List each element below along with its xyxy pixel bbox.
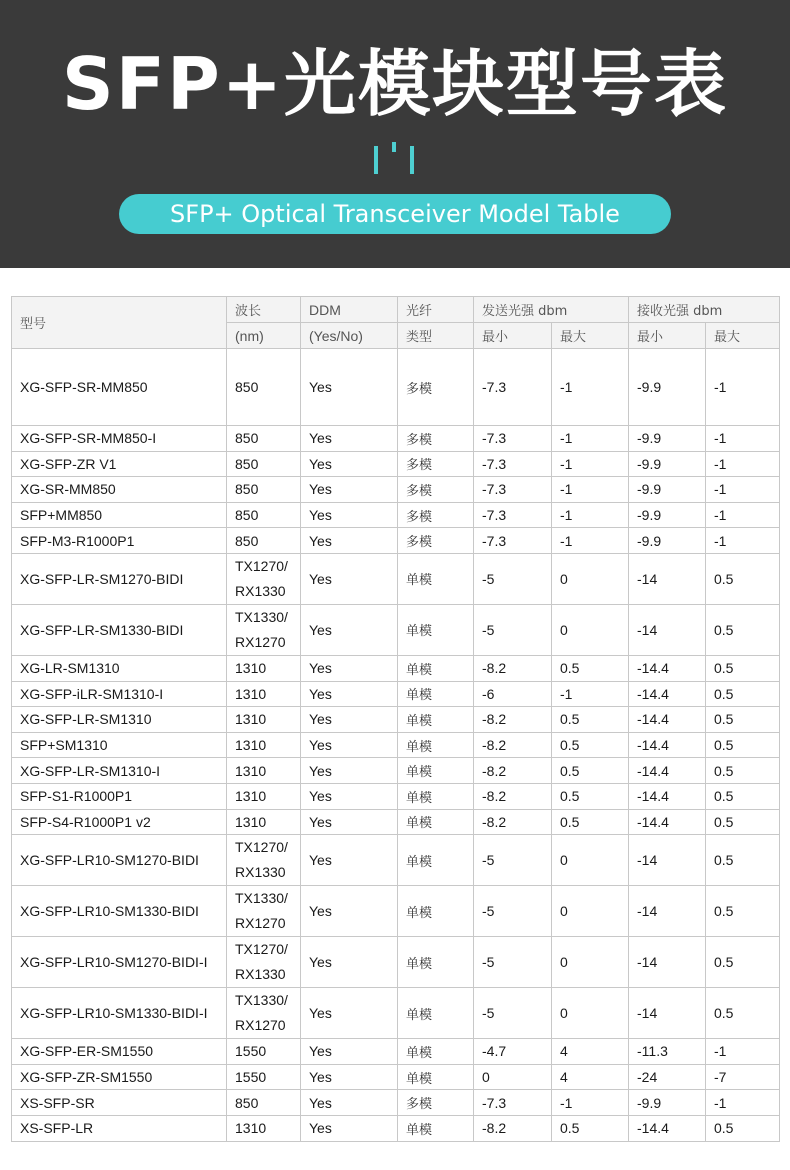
cell-model: XG-SFP-LR10-SM1270-BIDI-I: [12, 937, 227, 988]
cell-rx-max: -1: [706, 477, 780, 503]
cell-tx-min: -5: [474, 604, 552, 655]
wavelength-tx: TX1270/: [235, 557, 288, 574]
cell-tx-max: 0.5: [552, 809, 629, 835]
cell-fiber: 单模: [398, 835, 474, 886]
cell-fiber: 单模: [398, 783, 474, 809]
cell-rx-min: -24: [629, 1064, 706, 1090]
table-row: [12, 1064, 780, 1090]
cell-rx-min: -9.9: [629, 477, 706, 503]
cell-rx-min: -14.4: [629, 655, 706, 681]
cell-wavelength: 850: [227, 477, 301, 503]
table-row: [12, 349, 780, 426]
header-tx-min: 最小: [474, 323, 552, 349]
cell-ddm: Yes: [301, 681, 398, 707]
decorative-marks-icon: [372, 142, 418, 176]
cell-fiber: 单模: [398, 655, 474, 681]
wavelength-rx: RX1270: [235, 633, 286, 650]
cell-rx-min: -14: [629, 553, 706, 604]
table-row: [12, 1039, 780, 1065]
cell-ddm: Yes: [301, 1039, 398, 1065]
cell-rx-max: 0.5: [706, 988, 780, 1039]
cell-rx-min: -14: [629, 886, 706, 937]
cell-model: XG-SR-MM850: [12, 477, 227, 503]
table-row: [12, 655, 780, 681]
header-rx-power: 接收光强 dbm: [629, 297, 780, 323]
cell-model: SFP+MM850: [12, 502, 227, 528]
cell-model: SFP+SM1310: [12, 732, 227, 758]
cell-wavelength: [227, 886, 301, 937]
cell-rx-min: -11.3: [629, 1039, 706, 1065]
header-banner: [0, 0, 790, 268]
cell-fiber: 多模: [398, 502, 474, 528]
wavelength-rx: RX1270: [235, 1017, 286, 1034]
cell-ddm: Yes: [301, 732, 398, 758]
cell-rx-max: -1: [706, 451, 780, 477]
cell-tx-max: 0: [552, 937, 629, 988]
cell-model: XG-SFP-SR-MM850: [12, 349, 227, 426]
wavelength-tx: TX1330/: [235, 992, 288, 1009]
cell-wavelength: 1310: [227, 758, 301, 784]
cell-wavelength: 850: [227, 426, 301, 452]
cell-fiber: 多模: [398, 426, 474, 452]
header-rx-min: 最小: [629, 323, 706, 349]
table-row: [12, 681, 780, 707]
cell-ddm: Yes: [301, 349, 398, 426]
cell-fiber: 单模: [398, 553, 474, 604]
cell-tx-min: -7.3: [474, 1090, 552, 1116]
cell-tx-max: 0.5: [552, 1115, 629, 1141]
cell-wavelength: 1310: [227, 783, 301, 809]
cell-ddm: Yes: [301, 988, 398, 1039]
cell-rx-min: -14.4: [629, 1115, 706, 1141]
cell-rx-min: -14: [629, 937, 706, 988]
cell-wavelength: [227, 553, 301, 604]
cell-rx-min: -9.9: [629, 349, 706, 426]
cell-rx-max: -1: [706, 426, 780, 452]
cell-tx-max: -1: [552, 349, 629, 426]
cell-tx-min: -5: [474, 553, 552, 604]
cell-tx-min: -7.3: [474, 477, 552, 503]
table-body: [12, 349, 780, 1142]
cell-tx-max: -1: [552, 451, 629, 477]
cell-rx-min: -14.4: [629, 758, 706, 784]
cell-model: XG-SFP-LR-SM1310: [12, 707, 227, 733]
table-row: [12, 1090, 780, 1116]
cell-tx-min: -8.2: [474, 809, 552, 835]
cell-fiber: 单模: [398, 988, 474, 1039]
cell-tx-min: -5: [474, 886, 552, 937]
cell-wavelength: 1550: [227, 1039, 301, 1065]
cell-rx-min: -14.4: [629, 809, 706, 835]
cell-rx-max: 0.5: [706, 681, 780, 707]
cell-ddm: Yes: [301, 1064, 398, 1090]
cell-ddm: Yes: [301, 707, 398, 733]
cell-model: XG-SFP-iLR-SM1310-I: [12, 681, 227, 707]
cell-rx-max: 0.5: [706, 809, 780, 835]
cell-tx-max: -1: [552, 426, 629, 452]
table-row: [12, 707, 780, 733]
wavelength-tx: TX1270/: [235, 839, 288, 856]
wavelength-tx: TX1330/: [235, 890, 288, 907]
cell-rx-max: 0.5: [706, 655, 780, 681]
cell-rx-max: -1: [706, 349, 780, 426]
cell-tx-min: -8.2: [474, 783, 552, 809]
cell-wavelength: 1310: [227, 809, 301, 835]
cell-model: SFP-S1-R1000P1: [12, 783, 227, 809]
cell-rx-max: 0.5: [706, 758, 780, 784]
cell-tx-max: 4: [552, 1064, 629, 1090]
table-row: [12, 553, 780, 604]
cell-model: XG-SFP-ER-SM1550: [12, 1039, 227, 1065]
table-row: [12, 835, 780, 886]
cell-rx-min: -9.9: [629, 528, 706, 554]
cell-rx-max: 0.5: [706, 783, 780, 809]
cell-ddm: Yes: [301, 528, 398, 554]
cell-ddm: Yes: [301, 783, 398, 809]
cell-tx-max: 0: [552, 604, 629, 655]
cell-model: XG-SFP-LR-SM1270-BIDI: [12, 553, 227, 604]
cell-model: XG-SFP-ZR-SM1550: [12, 1064, 227, 1090]
cell-wavelength: 850: [227, 349, 301, 426]
cell-ddm: Yes: [301, 426, 398, 452]
header-model: 型号: [12, 297, 227, 349]
cell-rx-min: -14.4: [629, 783, 706, 809]
cell-rx-min: -9.9: [629, 502, 706, 528]
cell-ddm: Yes: [301, 886, 398, 937]
cell-tx-max: 0.5: [552, 732, 629, 758]
cell-tx-min: -7.3: [474, 528, 552, 554]
cell-wavelength: 850: [227, 502, 301, 528]
cell-fiber: 单模: [398, 732, 474, 758]
cell-rx-max: -1: [706, 1090, 780, 1116]
cell-tx-min: -8.2: [474, 655, 552, 681]
cell-rx-min: -14.4: [629, 681, 706, 707]
cell-tx-min: -8.2: [474, 1115, 552, 1141]
cell-tx-max: 0.5: [552, 758, 629, 784]
cell-model: XG-SFP-ZR V1: [12, 451, 227, 477]
cell-wavelength: [227, 604, 301, 655]
cell-ddm: Yes: [301, 937, 398, 988]
header-rx-max: 最大: [706, 323, 780, 349]
cell-tx-min: -8.2: [474, 732, 552, 758]
cell-tx-max: -1: [552, 502, 629, 528]
cell-tx-min: -6: [474, 681, 552, 707]
cell-rx-max: 0.5: [706, 604, 780, 655]
cell-ddm: Yes: [301, 477, 398, 503]
cell-tx-min: -7.3: [474, 502, 552, 528]
cell-tx-max: 0: [552, 835, 629, 886]
cell-model: XG-SFP-LR10-SM1330-BIDI-I: [12, 988, 227, 1039]
cell-fiber: 单模: [398, 1039, 474, 1065]
wavelength-rx: RX1270: [235, 915, 286, 932]
cell-tx-min: -5: [474, 835, 552, 886]
cell-rx-max: -1: [706, 528, 780, 554]
cell-model: XG-SFP-SR-MM850-I: [12, 426, 227, 452]
cell-fiber: 单模: [398, 886, 474, 937]
cell-fiber: 单模: [398, 681, 474, 707]
cell-model: XG-LR-SM1310: [12, 655, 227, 681]
cell-ddm: Yes: [301, 655, 398, 681]
cell-ddm: Yes: [301, 809, 398, 835]
table-row: [12, 1115, 780, 1141]
table-row: [12, 732, 780, 758]
cell-tx-max: 4: [552, 1039, 629, 1065]
cell-ddm: Yes: [301, 1115, 398, 1141]
header-fiber: 光纤: [398, 297, 474, 323]
cell-fiber: 多模: [398, 528, 474, 554]
cell-rx-min: -9.9: [629, 451, 706, 477]
cell-model: XS-SFP-LR: [12, 1115, 227, 1141]
cell-ddm: Yes: [301, 758, 398, 784]
cell-tx-min: -5: [474, 937, 552, 988]
wavelength-tx: TX1330/: [235, 608, 288, 625]
cell-wavelength: 1310: [227, 1115, 301, 1141]
cell-wavelength: 1310: [227, 681, 301, 707]
cell-rx-max: 0.5: [706, 553, 780, 604]
cell-wavelength: 850: [227, 528, 301, 554]
cell-model: XG-SFP-LR10-SM1330-BIDI: [12, 886, 227, 937]
cell-rx-max: 0.5: [706, 886, 780, 937]
header-ddm: DDM: [301, 297, 398, 323]
table-row: [12, 604, 780, 655]
cell-tx-max: -1: [552, 681, 629, 707]
cell-tx-max: 0.5: [552, 655, 629, 681]
cell-model: XG-SFP-LR-SM1330-BIDI: [12, 604, 227, 655]
cell-model: XG-SFP-LR10-SM1270-BIDI: [12, 835, 227, 886]
cell-tx-max: 0.5: [552, 707, 629, 733]
cell-tx-max: -1: [552, 528, 629, 554]
cell-tx-min: -7.3: [474, 451, 552, 477]
table-row: [12, 937, 780, 988]
header-ddm-sub: (Yes/No): [301, 323, 398, 349]
cell-ddm: Yes: [301, 502, 398, 528]
cell-rx-max: 0.5: [706, 835, 780, 886]
cell-fiber: 单模: [398, 937, 474, 988]
wavelength-rx: RX1330: [235, 864, 286, 881]
cell-tx-max: -1: [552, 1090, 629, 1116]
cell-fiber: 单模: [398, 1115, 474, 1141]
cell-rx-max: -1: [706, 1039, 780, 1065]
table-row: [12, 886, 780, 937]
cell-tx-max: -1: [552, 477, 629, 503]
header-fiber-sub: 类型: [398, 323, 474, 349]
page-title: SFP+光模块型号表: [61, 42, 729, 126]
header-wavelength: 波长: [227, 297, 301, 323]
cell-wavelength: 850: [227, 1090, 301, 1116]
cell-rx-min: -9.9: [629, 1090, 706, 1116]
header-tx-power: 发送光强 dbm: [474, 297, 629, 323]
table-row: [12, 988, 780, 1039]
cell-rx-max: 0.5: [706, 707, 780, 733]
cell-fiber: 多模: [398, 1090, 474, 1116]
subtitle-pill: SFP+ Optical Transceiver Model Table: [119, 194, 671, 234]
cell-fiber: 单模: [398, 758, 474, 784]
cell-model: SFP-M3-R1000P1: [12, 528, 227, 554]
cell-wavelength: 1310: [227, 655, 301, 681]
cell-fiber: 单模: [398, 604, 474, 655]
table-row: [12, 528, 780, 554]
table-row: [12, 451, 780, 477]
cell-model: XG-SFP-LR-SM1310-I: [12, 758, 227, 784]
cell-rx-min: -9.9: [629, 426, 706, 452]
cell-rx-min: -14: [629, 604, 706, 655]
cell-fiber: 多模: [398, 451, 474, 477]
table-row: [12, 477, 780, 503]
cell-rx-min: -14: [629, 835, 706, 886]
cell-ddm: Yes: [301, 451, 398, 477]
model-table: [11, 296, 780, 1142]
cell-tx-max: 0.5: [552, 783, 629, 809]
table-row: [12, 502, 780, 528]
cell-tx-max: 0: [552, 988, 629, 1039]
cell-fiber: 单模: [398, 707, 474, 733]
cell-rx-max: -7: [706, 1064, 780, 1090]
header-wavelength-unit: (nm): [227, 323, 301, 349]
cell-ddm: Yes: [301, 835, 398, 886]
cell-tx-max: 0: [552, 553, 629, 604]
cell-tx-min: -4.7: [474, 1039, 552, 1065]
wavelength-tx: TX1270/: [235, 941, 288, 958]
table-row: [12, 426, 780, 452]
cell-wavelength: [227, 835, 301, 886]
cell-model: XS-SFP-SR: [12, 1090, 227, 1116]
cell-wavelength: [227, 988, 301, 1039]
cell-wavelength: 1310: [227, 732, 301, 758]
cell-rx-max: -1: [706, 502, 780, 528]
header-tx-max: 最大: [552, 323, 629, 349]
cell-fiber: 多模: [398, 477, 474, 503]
cell-wavelength: 1550: [227, 1064, 301, 1090]
cell-wavelength: 1310: [227, 707, 301, 733]
cell-wavelength: [227, 937, 301, 988]
cell-rx-max: 0.5: [706, 937, 780, 988]
table-row: [12, 809, 780, 835]
cell-fiber: 单模: [398, 1064, 474, 1090]
cell-rx-min: -14.4: [629, 732, 706, 758]
cell-model: SFP-S4-R1000P1 v2: [12, 809, 227, 835]
cell-fiber: 多模: [398, 349, 474, 426]
cell-tx-min: -8.2: [474, 758, 552, 784]
cell-tx-min: -7.3: [474, 349, 552, 426]
cell-tx-min: 0: [474, 1064, 552, 1090]
cell-rx-min: -14: [629, 988, 706, 1039]
cell-tx-max: 0: [552, 886, 629, 937]
cell-tx-min: -5: [474, 988, 552, 1039]
wavelength-rx: RX1330: [235, 582, 286, 599]
cell-rx-max: 0.5: [706, 732, 780, 758]
cell-ddm: Yes: [301, 604, 398, 655]
wavelength-rx: RX1330: [235, 966, 286, 983]
table-row: [12, 783, 780, 809]
cell-wavelength: 850: [227, 451, 301, 477]
cell-tx-min: -8.2: [474, 707, 552, 733]
table-row: [12, 758, 780, 784]
cell-rx-min: -14.4: [629, 707, 706, 733]
cell-ddm: Yes: [301, 1090, 398, 1116]
cell-fiber: 单模: [398, 809, 474, 835]
cell-rx-max: 0.5: [706, 1115, 780, 1141]
cell-tx-min: -7.3: [474, 426, 552, 452]
cell-ddm: Yes: [301, 553, 398, 604]
